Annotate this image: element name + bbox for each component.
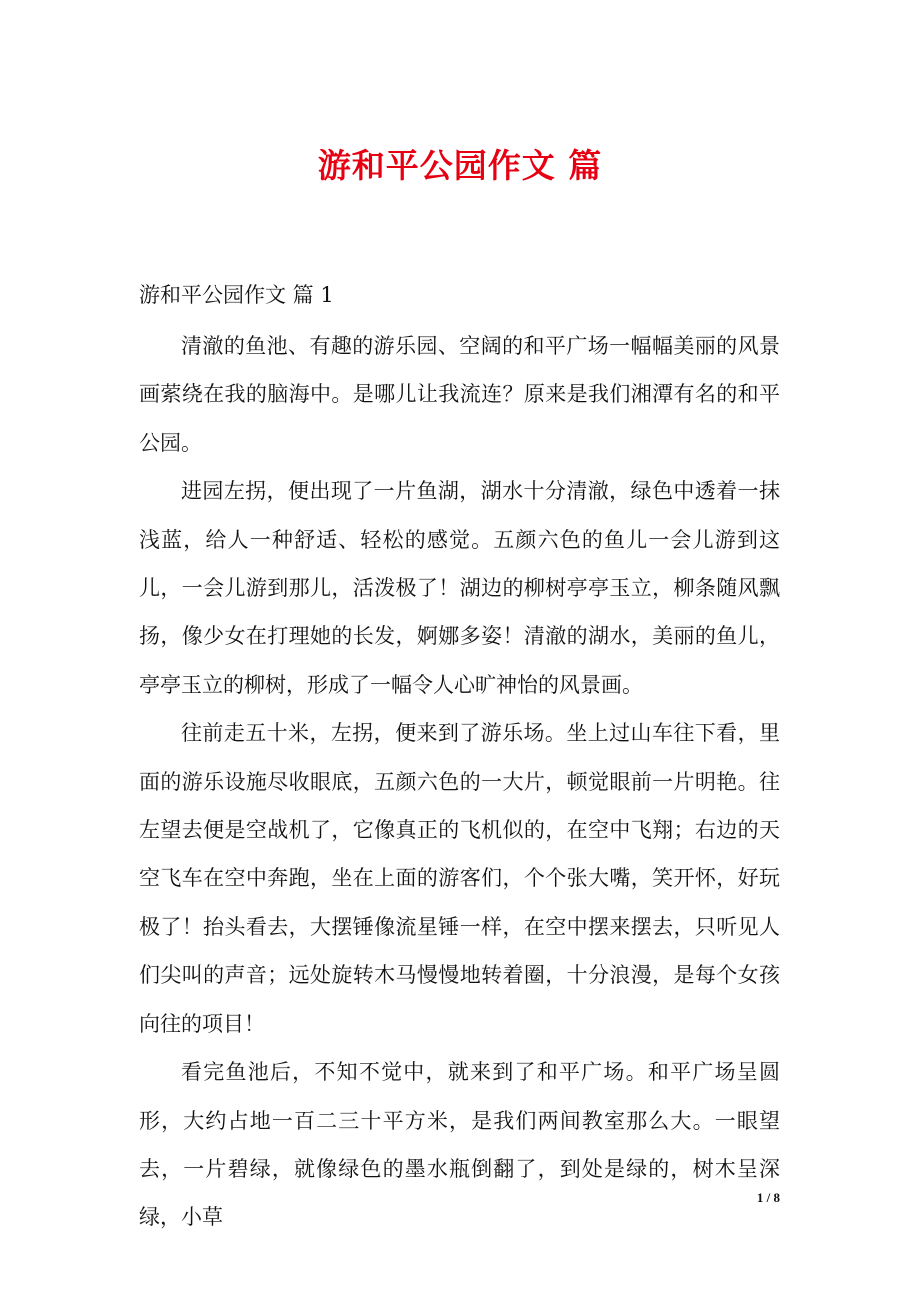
paragraph: 清澈的鱼池、有趣的游乐园、空阔的和平广场一幅幅美丽的风景画萦绕在我的脑海中。是哪儿让我流连？原来是我们湘潭有名的和平公园。 bbox=[139, 334, 780, 455]
paragraph: 进园左拐，便出现了一片鱼湖，湖水十分清澈，绿色中透着一抹浅蓝，给人一种舒适、轻松的感觉。五颜六色的鱼儿一会儿游到这儿，一会儿游到那儿，活泼极了！湖边的柳树亭亭玉立，柳条随风飘扬，像少女在打理她的长发，婀娜多姿！清澈的湖水，美丽的鱼儿，亭亭玉立的柳树，形成了一幅令人心旷神怡的风景画。 bbox=[139, 479, 780, 697]
paragraph: 往前走五十米，左拐，便来到了游乐场。坐上过山车往下看，里面的游乐设施尽收眼底，五颜六色的一大片，顿觉眼前一片明艳。往左望去便是空战机了，它像真正的飞机似的，在空中飞翔；右边的天空飞车在空中奔跑，坐在上面的游客们，个个张大嘴，笑开怀，好玩极了！抬头看去，大摆锤像流星锤一样，在空中摆来摆去，只听见人们尖叫的声音；远处旋转木马慢慢地转着圈，十分浪漫，是每个女孩向往的项目！ bbox=[139, 721, 780, 1036]
paragraph: 看完鱼池后，不知不觉中，就来到了和平广场。和平广场呈圆形，大约占地一百二三十平方米，是我们两间教室那么大。一眼望去，一片碧绿，就像绿色的墨水瓶倒翻了，到处是绿的，树木呈深绿，小草 bbox=[139, 1060, 780, 1230]
document-title: 游和平公园作文 篇 bbox=[317, 146, 603, 185]
page-number: 1 / 8 bbox=[756, 1190, 780, 1205]
section-heading: 游和平公园作文 篇 1 bbox=[139, 283, 334, 307]
document-body bbox=[139, 322, 780, 1242]
